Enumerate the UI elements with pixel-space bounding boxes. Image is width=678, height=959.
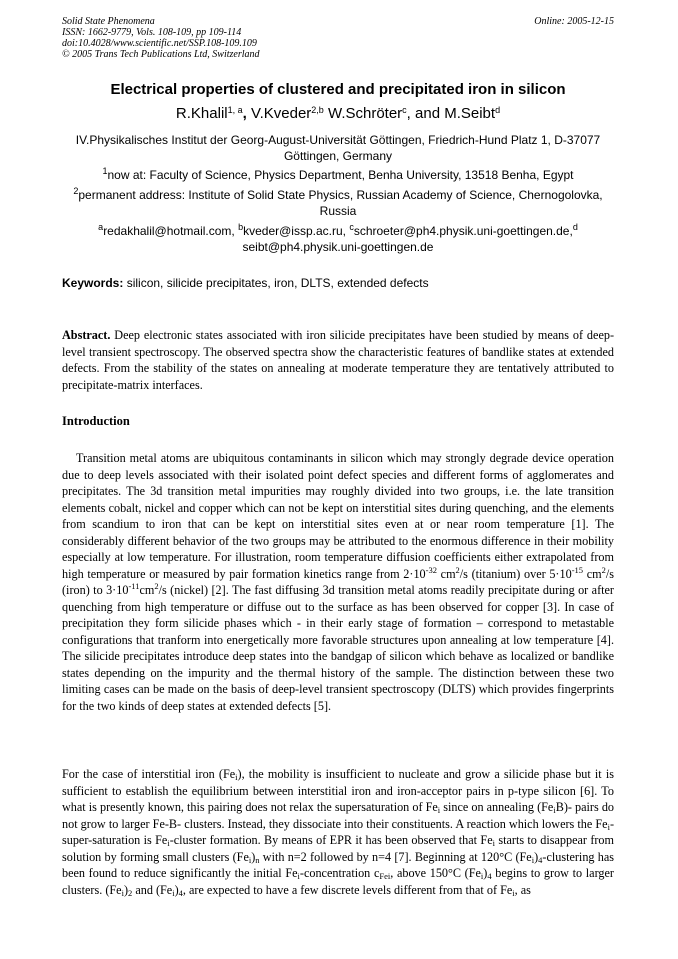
online-date: Online: 2005-12-15 [534,16,614,27]
doi-line: doi:10.4028/www.scientific.net/SSP.108-109.109 [62,38,257,49]
paragraph-text: with n=2 followed by n=4 [7]. Beginning at 120°C (Fe [259,849,532,864]
subscript: n [255,854,260,865]
author-mark: c [402,105,407,115]
subscript: i [167,838,170,848]
paragraph-text: ) [174,882,179,897]
paper-title: Electrical properties of clustered and precipitated iron in silicon [110,81,566,98]
paragraph-text: , as [514,882,531,897]
subscript: 2 [128,887,133,898]
affiliation-mark: 1 [102,166,108,176]
paragraph-text: ) [123,882,129,897]
subscript: i [235,772,238,782]
paragraph-text: -clustering has been found to reduce significantly the initial Fe [62,849,615,880]
paragraph-text: ) [534,849,539,864]
exponent: -11 [128,581,140,591]
subscript: 4 [538,854,543,865]
email-address: redakhalil@hotmail.com, [103,224,239,238]
paragraph-text: For the case of interstitial iron (Fe [62,767,236,781]
author-mark: 2,b [311,105,324,115]
subscript: i [512,887,515,898]
email-mark: a [98,222,104,232]
paragraph-text: ) [251,849,256,864]
author-list [62,104,614,124]
paragraph-text: -cluster formation. By means of EPR it has been observed that Fe [169,833,493,847]
paragraph-text: ) [483,866,488,880]
email-address: seibt@ph4.physik.uni-goettingen.de [242,240,434,254]
subscript: i [121,887,124,898]
subscript: Fei [379,871,391,881]
paragraph-text: , above 150°C (Fe [390,866,481,880]
affiliation-current [62,167,614,183]
exponent: 2 [601,564,606,575]
paragraph-text: cm [139,583,155,597]
section-heading-introduction: Introduction [62,414,130,428]
author-mark: d [495,105,501,115]
author-name: W.Schröter [327,105,403,122]
paragraph-text: Transition metal atoms are ubiquitous contaminants in silicon which may strongly degrade device operation due to deep levels associated with their isolated point defect species and different forms of agglomerates and precipitates. The 3d transition metal impurities may roughly divided into two groups, i.e. the late transition elements cobalt, nickel and copper which can not be kept on interstitial sites during quenching, and the elements from scandium to iron that can be kept on interstitial sites even at or near room temperature [1]. The considerably different behavior of the two groups may be attributed to the enormous difference in their mobility especially at low temperature. For illustration, room temperature diffusion coefficients either extrapolated from high temperature or measured by pair formation kinetics range from 2·10 [62,451,614,581]
email-address: kveder@issp.ac.ru, [243,224,350,238]
exponent: 2 [154,581,159,591]
paragraph-text: cm [436,566,456,581]
affiliation-main: IV.Physikalisches Institut der Georg-August-Universität Göttingen, Friedrich-Hund Platz 1, D-37077 Göttingen, Germany [75,133,601,163]
subscript: 4 [178,887,183,898]
affiliation-mark: 2 [73,186,79,196]
subscript: i [531,854,535,865]
paragraph-text: and (Fe [132,882,173,897]
keywords [62,275,614,291]
exponent: -15 [571,564,584,575]
author-separator: , and [406,105,445,122]
subscript: i [172,887,175,898]
email-mark: b [238,222,244,232]
paragraph-text: /s (iron) to 3·10 [62,566,614,597]
paragraph-text: /s (titanium) over 5·10 [459,566,572,581]
paragraph-text: , are expected to have a few discrete levels different from that of Fe [182,882,513,897]
paragraph-text: ), the mobility is insufficient to nucleate and grow a silicide phase but it is sufficient to establish the equilibrium between interstitial iron and iron-acceptor pairs in p-type silicon [6]. To what is presently known, this pairing does not relax the supersaturation of Fe [62,767,614,814]
subscript: i [248,854,252,865]
intro-paragraph-2 [62,766,614,898]
abstract [62,327,614,393]
journal-header [62,16,614,60]
issn-line: ISSN: 1662-9779, Vols. 108-109, pp 109-114 [62,27,242,38]
exponent: 2 [455,564,460,575]
author-mark: 1, a [227,105,243,115]
keywords-label: Keywords: [62,276,124,290]
subscript: i [553,805,556,815]
subscript: i [297,871,300,881]
abstract-label: Abstract. [62,328,111,342]
author-name: V.Kveder [250,105,312,122]
email-list [62,223,614,255]
paragraph-text: begins to grow to larger clusters. (Fe [62,866,614,897]
journal-name: Solid State Phenomena [62,16,155,27]
subscript: 4 [487,871,492,881]
paragraph-text: starts to disappear from solution by forming small clusters (Fe [62,833,615,864]
subscript: i [492,838,495,848]
intro-paragraph-1 [62,450,614,714]
affiliation-text: permanent address: Institute of Solid State Physics, Russian Academy of Science, Chernogolovka, Russia [78,188,603,218]
exponent: -32 [425,564,437,575]
email-mark: c [349,222,354,232]
subscript: i [480,871,484,881]
author-separator: , [242,105,251,122]
email-mark: d [572,222,578,232]
paragraph-text: /s (nickel) [2]. The fast diffusing 3d transition metal atoms readily precipitate during or after quenching from high temperature or diffuse out to the surface as has been observed for copper [3]. In case of precipitation they form silicide phases which - in their early stage of formation – correspond to metastable configurations that tranform into energetically more favorable structures upon annealing at low temperature [4]. The silicide precipitates introduce deep states into the bandgap of silicon which behave as localized or bandlike states depending on the impurity and the thermal history of the sample. The distinction between these two limiting cases can be made on the basis of deep-level transient spectroscopy (DLTS) which provides fingerprints for the two kinds of deep states at extended defects [5]. [62,583,614,713]
copyright-line: © 2005 Trans Tech Publications Ltd, Switzerland [62,49,260,60]
paragraph-text: cm [583,566,602,581]
author-name: M.Seibt [444,105,496,122]
email-address: schroeter@ph4.physik.uni-goettingen.de, [353,224,573,238]
abstract-text: Deep electronic states associated with iron silicide precipitates have been studied by means of deep-level transient spectroscopy. The observed spectra show the characteristic features of bandlike states at extended defects. From the stability of the states on annealing at moderate temperature they are tentatively attributed to precipitate-matrix interfaces. [62,328,614,392]
keywords-text: silicon, silicide precipitates, iron, DLTS, extended defects [123,276,429,290]
affiliation-permanent [62,187,614,219]
paragraph-text: -super-saturation is Fe [62,816,614,847]
subscript: i [607,821,610,832]
affiliation-text: now at: Faculty of Science, Physics Department, Benha University, 13518 Benha, Egypt [107,168,574,182]
paragraph-text: since on annealing (Fe [440,800,554,814]
paragraph-text: -concentration c [299,866,380,880]
subscript: i [437,805,441,815]
author-name: R.Khalil [175,105,228,122]
paragraph-text: B)- pairs do not grow to larger Fe-B- clusters. Instead, they dissociate into their constituents. A reaction which lowers the Fe [62,800,615,831]
